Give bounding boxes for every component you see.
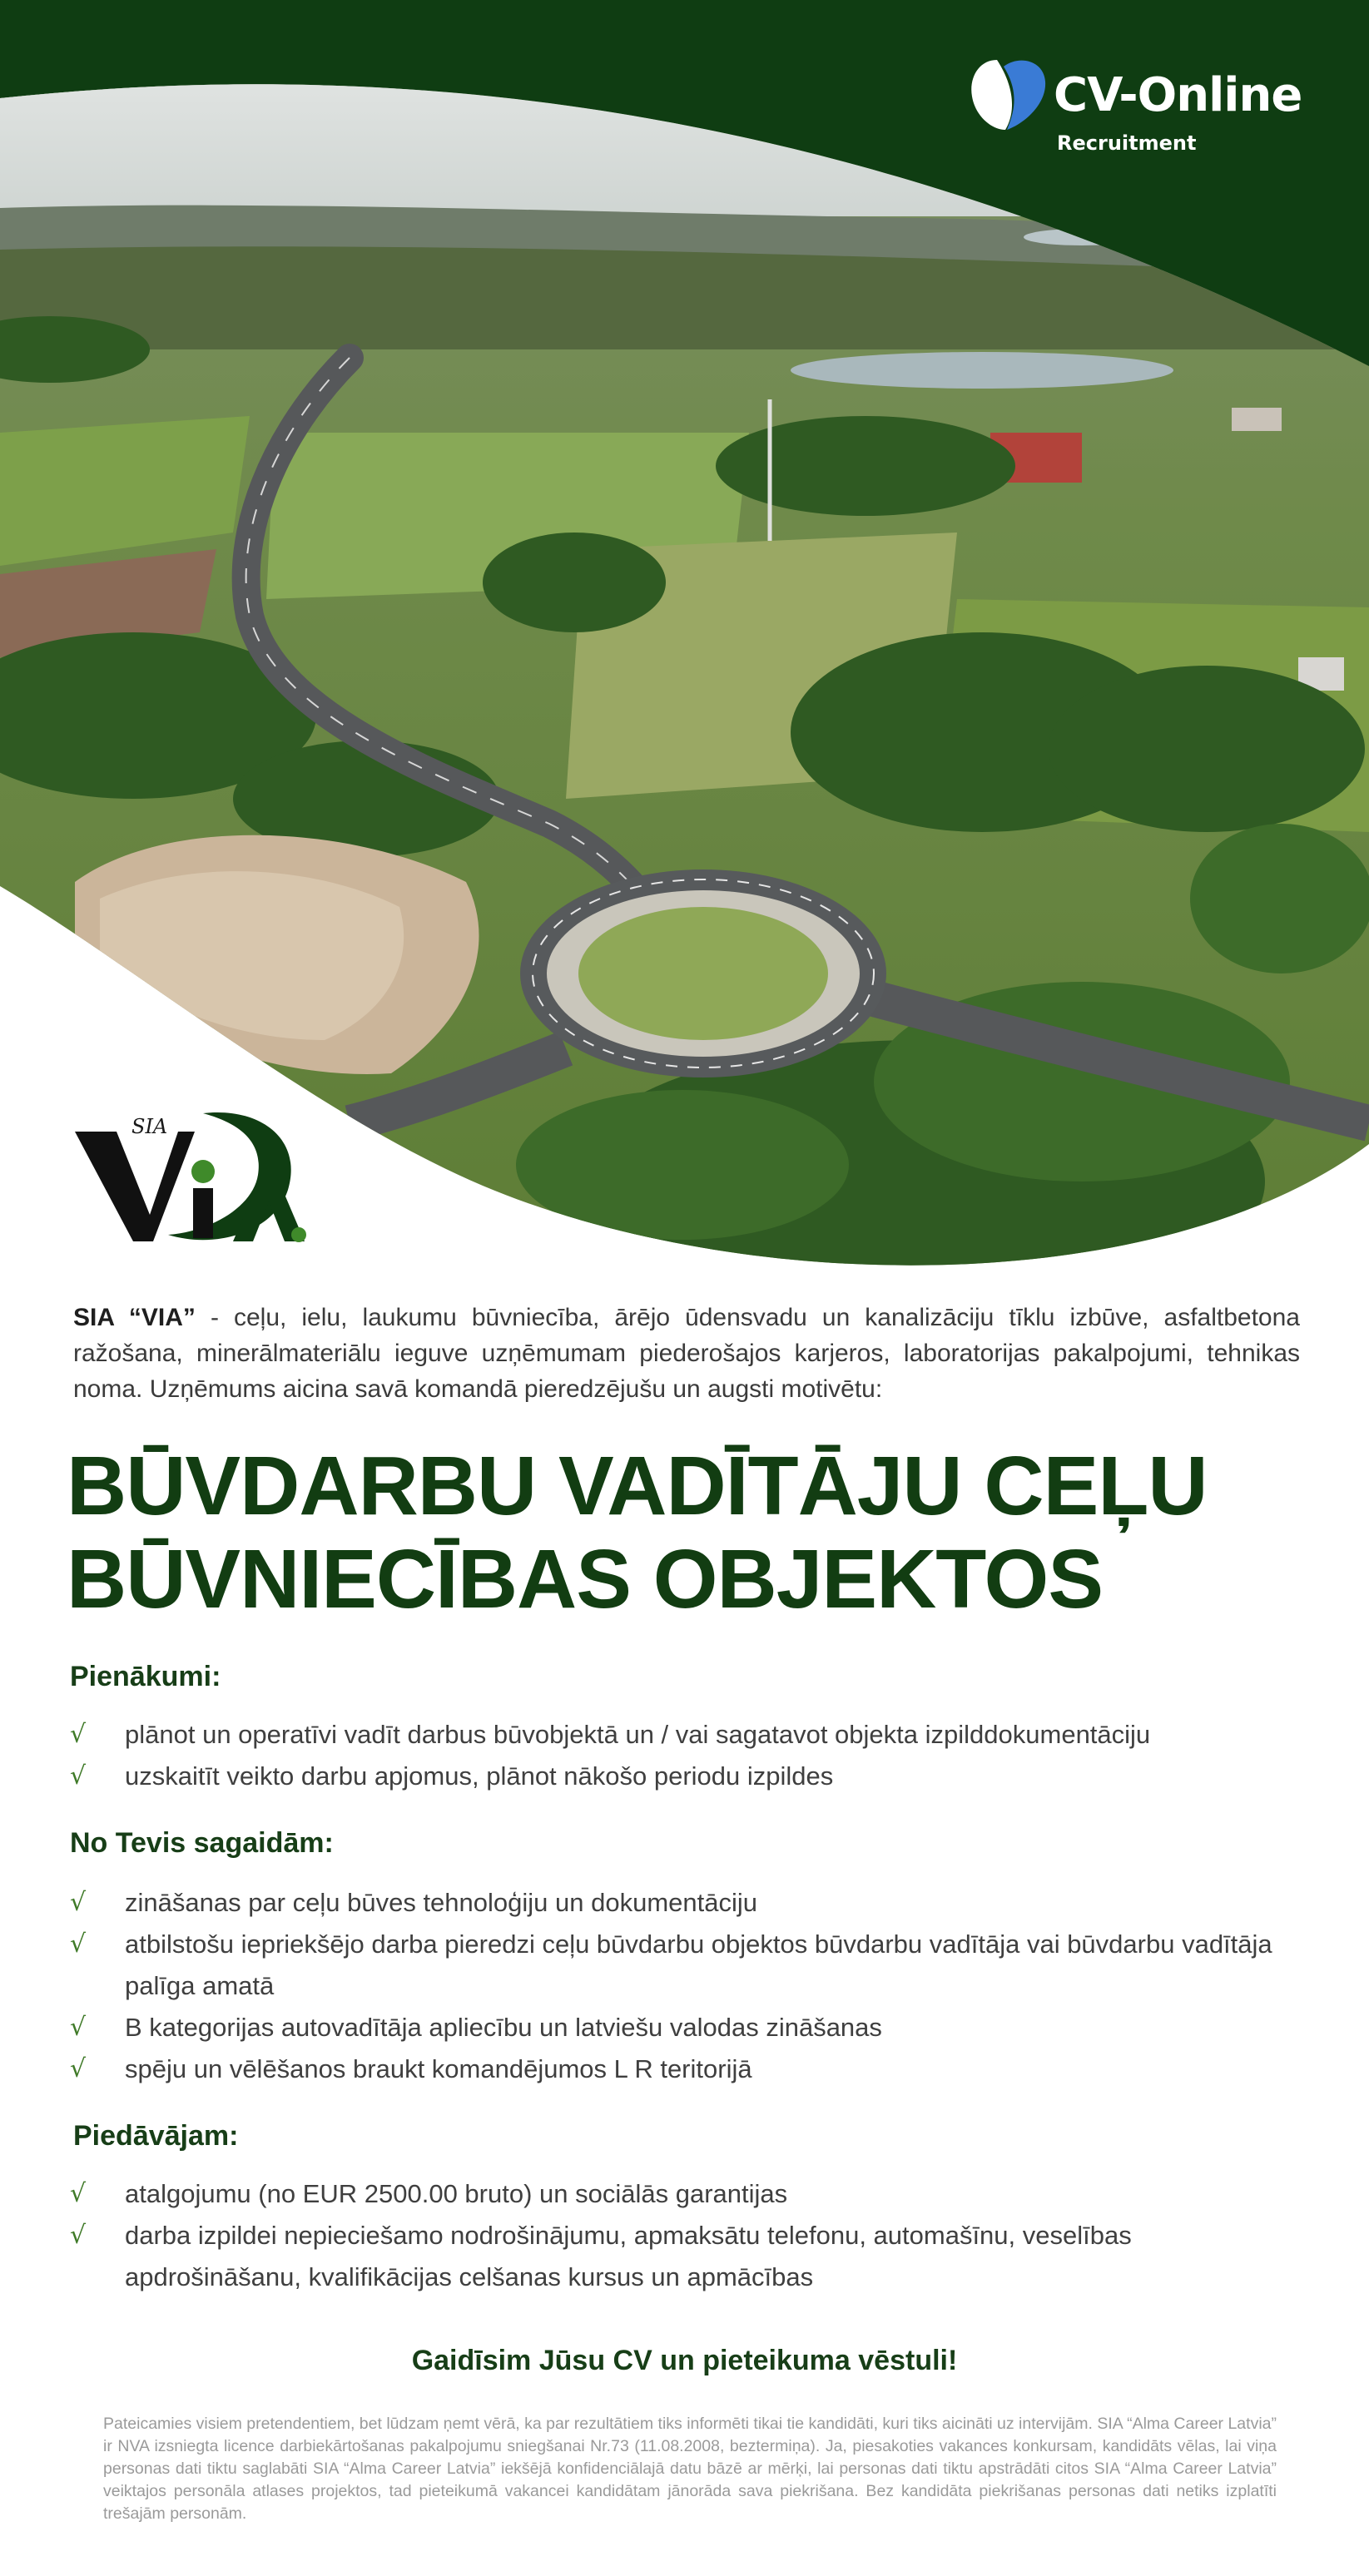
list-item: √ atalgojumu (no EUR 2500.00 bruto) un sociālās garantijas bbox=[70, 2173, 1302, 2215]
list-item: √ spēju un vēlēšanos braukt komandējumos L R teritorijā bbox=[70, 2048, 1302, 2090]
list-item: √ plānot un operatīvi vadīt darbus būvobjektā un / vai sagatavot objekta izpilddokumentāciju bbox=[70, 1714, 1302, 1756]
company-logo bbox=[70, 1098, 311, 1256]
company-name: SIA “VIA” bbox=[73, 1304, 196, 1331]
check-icon: √ bbox=[70, 2221, 87, 2250]
list-item: √ atbilstošu iepriekšējo darba pieredzi ceļu būvdarbu objektos būvdarbu vadītāja vai būvdarbu vadītāja palīga amatā bbox=[70, 1924, 1302, 2007]
job-title-line-2: BŪVNIECĪBAS OBJEKTOS bbox=[67, 1533, 1104, 1626]
list-item: √ uzskaitīt veikto darbu apjomus, plānot nākošo periodu izpildes bbox=[70, 1756, 1302, 1797]
requirements-title: No Tevis sagaidām: bbox=[70, 1827, 334, 1859]
list-item: √ B kategorijas autovadītāja apliecību un latviešu valodas zināšanas bbox=[70, 2007, 1302, 2048]
check-icon: √ bbox=[70, 1720, 87, 1749]
duties-title: Pienākumi: bbox=[70, 1661, 221, 1692]
privacy-disclaimer: Pateicamies visiem pretendentiem, bet lūdzam ņemt vērā, ka par rezultātiem tiks informēti tikai tie kandidāti, kuri tiks aicināti uz intervijām. SIA “Alma Career Latvia” ir NVA izsniegta licence darbiekārtošanas pakalpojumu sniegšanai Nr.73 (11.08.2008, beztermiņa). Ja, piesakoties vakances konkursam, kandidāts vēlas, lai viņa personas dati tiktu saglabāti SIA “Alma Career Latvia” iekšējā konfidenciālajā datu bāzē ar mērķi, lai personas dati tiktu apstrādāti citos SIA “Alma Career Latvia” veiktajos personāla atlases projektos, tad pieteikumā vakancei kandidātam jānorāda sava piekrišana. Bez kandidāta piekrišanas personas dati netiks izplatīti trešajām personām. bbox=[103, 2415, 1277, 2523]
cv-online-mark-icon bbox=[967, 52, 1049, 135]
brand-name: CV-Online bbox=[1054, 68, 1302, 122]
check-icon: √ bbox=[70, 2054, 87, 2083]
offer-title: Piedāvājam: bbox=[73, 2120, 239, 2152]
check-icon: √ bbox=[70, 1930, 87, 1959]
cv-online-logo bbox=[967, 48, 1325, 165]
duties-list bbox=[70, 1714, 1302, 1797]
job-title bbox=[67, 1439, 1315, 1626]
list-item: √ darba izpildei nepieciešamo nodrošinājumu, apmaksātu telefonu, automašīnu, veselības apdrošināšanu, kvalifikācijas celšanas kursus un apmācības bbox=[70, 2215, 1302, 2298]
call-to-action: Gaidīsim Jūsu CV un pieteikuma vēstuli! bbox=[411, 2345, 958, 2376]
company-intro bbox=[73, 1300, 1300, 1407]
list-item: √ zināšanas par ceļu būves tehnoloģiju un dokumentāciju bbox=[70, 1882, 1302, 1924]
check-icon: √ bbox=[70, 1888, 87, 1917]
company-logo-small-text: SIA bbox=[131, 1115, 168, 1138]
check-icon: √ bbox=[70, 2013, 87, 2042]
job-title-line-1: BŪVDARBU VADĪTĀJU CEĻU bbox=[67, 1439, 1208, 1533]
offer-list bbox=[70, 2173, 1302, 2298]
requirements-list bbox=[70, 1882, 1302, 2090]
company-description: - ceļu, ielu, laukumu būvniecība, ārējo ūdensvadu un kanalizāciju tīklu izbūve, asfaltbetona ražošana, minerālmateriālu ieguve uzņēmumam piederošajos karjeros, laboratorijas pakalpojumi, tehnikas noma. Uzņēmums aicina savā komandā pieredzējušu un augsti motivētu: bbox=[73, 1304, 1300, 1403]
check-icon: √ bbox=[70, 1761, 87, 1791]
brand-subtitle: Recruitment bbox=[1057, 131, 1197, 155]
check-icon: √ bbox=[70, 2179, 87, 2208]
